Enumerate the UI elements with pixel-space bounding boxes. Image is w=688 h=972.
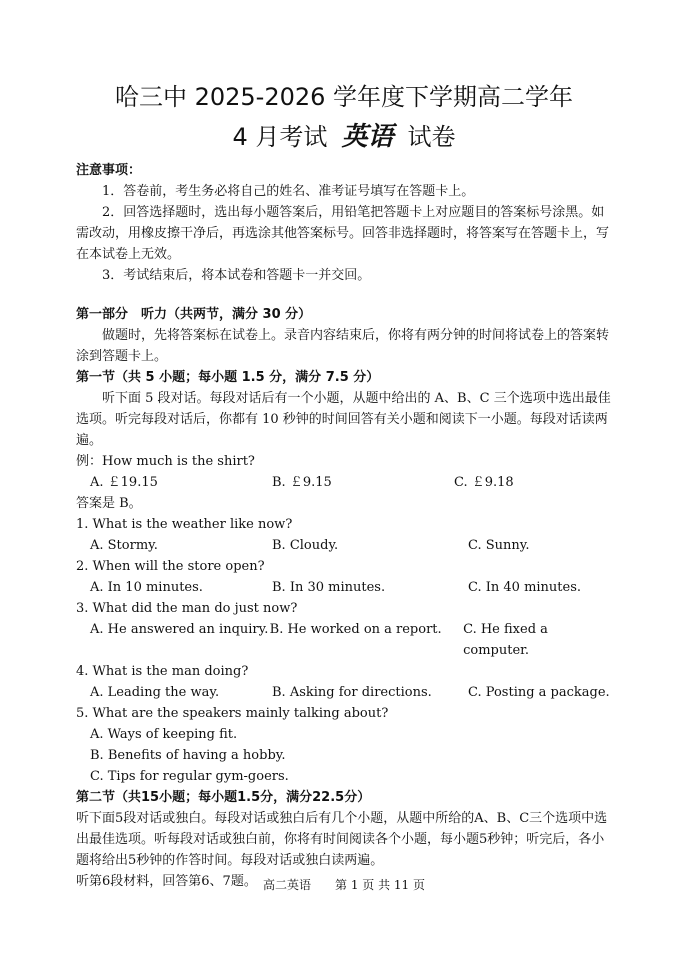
option-a: A. Leading the way.	[90, 685, 220, 700]
part1-intro: 做题时，先将答案标在试卷上。录音内容结束后，你将有两分钟的时间将试卷上的答案转涂到答题卡上。	[76, 328, 610, 364]
option-a: A. He answered an inquiry.	[90, 622, 269, 637]
question-4: 4. What is the man doing?	[76, 664, 249, 679]
section2-instruction: 听第6段材料，回答第6、7题。	[76, 874, 257, 889]
option-c: C. Posting a package.	[468, 685, 610, 700]
example-question: 例：How much is the shirt?	[76, 454, 255, 469]
option-b: B. Cloudy.	[272, 538, 339, 553]
option-c: C. Sunny.	[468, 538, 530, 553]
option-a: A. Stormy.	[90, 538, 158, 553]
exam-title: 哈三中 2025-2026 学年度下学期高二学年	[114, 83, 574, 111]
question-5-option-a: A. Ways of keeping fit.	[90, 727, 238, 742]
question-2-options	[76, 577, 616, 598]
question-5-option-b: B. Benefits of having a hobby.	[90, 748, 286, 763]
question-4-options	[76, 682, 616, 703]
option-c: C. He fixed a computer.	[463, 622, 548, 658]
section1-intro: 听下面 5 段对话。每段对话后有一个小题，从题中给出的 A、B、C 三个选项中选出最佳选项。听完每段对话后，你都有 10 秒钟的时间回答有关小题和阅读下一小题。每段对话读两遍。	[76, 391, 611, 448]
notice-heading: 注意事项：	[76, 163, 142, 178]
notice-item-3: 3．考试结束后，将本试卷和答题卡一并交回。	[102, 268, 371, 283]
exam-month: 4 月考试	[232, 123, 328, 151]
exam-subtitle	[0, 118, 688, 156]
question-1-options	[76, 535, 616, 556]
section2-intro: 听下面5段对话或独白。每段对话或独白后有几个小题，从题中所给的A、B、C三个选项中选出最佳选项。听每段对话或独白前，你将有时间阅读各个小题，每小题5秒钟；听完后，各小题将给出5秒钟的作答时间。每段对话或独白读两遍。	[76, 811, 608, 868]
question-5: 5. What are the speakers mainly talking about?	[76, 706, 389, 721]
question-5-option-c: C. Tips for regular gym-goers.	[90, 769, 289, 784]
exam-content	[76, 160, 616, 892]
part1-heading: 第一部分 听力（共两节，满分 30 分）	[76, 307, 312, 322]
example-option-c: C. ￡9.18	[454, 475, 514, 490]
notice-item-2: 2．回答选择题时，选出每小题答案后，用铅笔把答题卡上对应题目的答案标号涂黑。如需改动，用橡皮擦干净后，再选涂其他答案标号。回答非选择题时，将答案写在答题卡上，写在本试卷上无效。	[76, 205, 610, 262]
example-answer: 答案是 B。	[76, 496, 142, 511]
example-option-b: B. ￡9.15	[272, 475, 332, 490]
exam-subject: 英语	[341, 122, 394, 152]
section1-heading: 第一节（共 5 小题；每小题 1.5 分，满分 7.5 分）	[76, 370, 380, 385]
example-options	[76, 472, 616, 493]
section2-heading: 第二节（共15小题；每小题1.5分，满分22.5分）	[76, 790, 371, 805]
question-1: 1. What is the weather like now?	[76, 517, 293, 532]
exam-paper-label: 试卷	[407, 123, 456, 151]
question-3-options	[76, 619, 616, 661]
option-a: A. In 10 minutes.	[90, 580, 203, 595]
example-option-a: A. ￡19.15	[90, 475, 158, 490]
page-footer: 高二英语 第 1 页 共 11 页	[263, 878, 425, 892]
option-c: C. In 40 minutes.	[468, 580, 582, 595]
question-3: 3. What did the man do just now?	[76, 601, 298, 616]
question-2: 2. When will the store open?	[76, 559, 265, 574]
notice-item-1: 1．答卷前，考生务必将自己的姓名、准考证号填写在答题卡上。	[102, 184, 475, 199]
option-b: B. He worked on a report.	[269, 622, 442, 637]
option-b: B. Asking for directions.	[272, 685, 432, 700]
option-b: B. In 30 minutes.	[272, 580, 386, 595]
